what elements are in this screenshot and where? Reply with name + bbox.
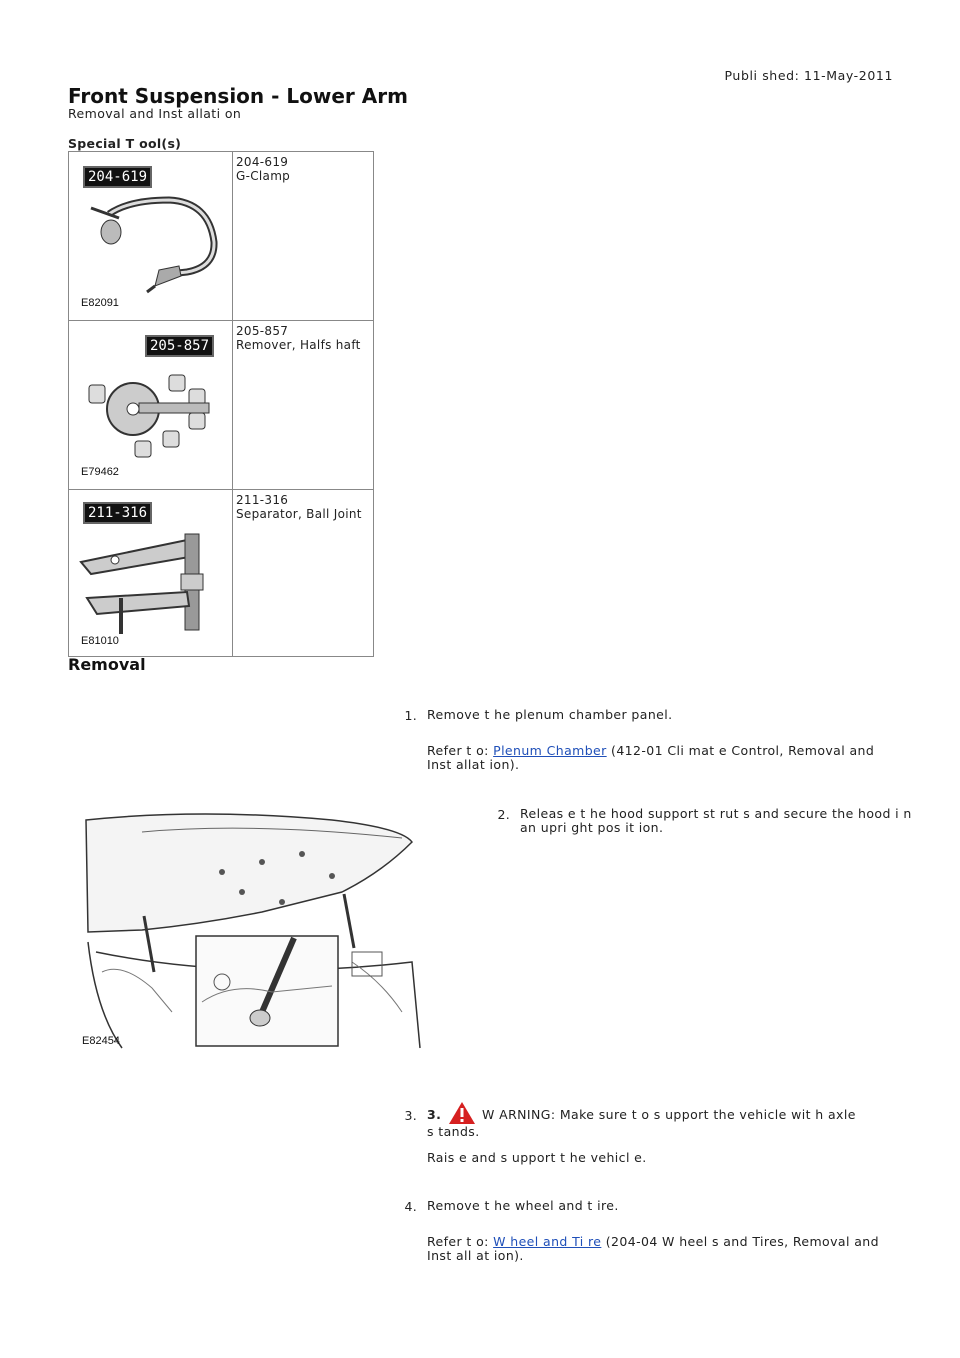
step-text: Remove t he wheel and t ire. — [427, 1198, 619, 1213]
tool-name: Remover, Halfs haft — [236, 338, 361, 352]
tool-image-cell — [69, 321, 233, 490]
warning-text-line1: W ARNING: Make sure t o s upport the vehicle wit h axle — [477, 1107, 856, 1122]
halfshaft-remover-image — [69, 321, 232, 481]
halfshaft-remover-drawing — [69, 321, 232, 481]
ball-joint-separator-drawing — [69, 490, 232, 650]
removal-heading: Removal — [68, 655, 146, 674]
tool-name: Separator, Ball Joint — [236, 507, 362, 521]
tool-description-cell — [233, 490, 374, 657]
tool-row — [69, 490, 374, 657]
hood-support-drawing — [82, 812, 425, 1049]
tool-description-cell — [233, 152, 374, 321]
hood-support-figure — [82, 812, 425, 1049]
step-text-line1: Releas e t he hood support st rut s and secure the hood i n — [520, 806, 912, 821]
tool-image-cell — [69, 152, 233, 321]
page-subtitle: Removal and Inst allati on — [68, 106, 242, 121]
step-number: 1. — [404, 708, 417, 723]
step-text-line2: an upri ght pos it ion. — [520, 820, 664, 835]
warning-block — [427, 1101, 856, 1139]
tool-figure-id: E82091 — [81, 297, 119, 309]
tool-description-cell — [233, 321, 374, 490]
step-number: 3. — [404, 1108, 417, 1123]
warning-step-number: 3. — [427, 1107, 442, 1122]
tool-row — [69, 321, 374, 490]
step-text — [520, 807, 912, 835]
tool-number: 205-857 — [236, 324, 289, 338]
step-text: Rais e and s upport t he vehicl e. — [427, 1150, 647, 1165]
g-clamp-image — [69, 152, 232, 312]
figure-id: E82454 — [82, 1035, 120, 1047]
step-number: 2. — [497, 807, 510, 822]
refer-prefix: Refer t o: — [427, 743, 494, 758]
step-refer — [427, 1235, 879, 1263]
wheel-and-tire-link[interactable]: W heel and Ti re — [493, 1234, 602, 1249]
special-tools-table — [68, 151, 374, 657]
step-refer — [427, 744, 874, 772]
page-title: Front Suspension - Lower Arm — [68, 84, 408, 108]
tool-image-label: 205-857 — [145, 335, 214, 357]
special-tools-heading: Special T ool(s) — [68, 136, 182, 151]
published-date: Publi shed: 11-May-2011 — [724, 68, 893, 83]
tool-number: 204-619 — [236, 155, 289, 169]
tool-number: 211-316 — [236, 493, 289, 507]
plenum-chamber-link[interactable]: Plenum Chamber — [493, 743, 607, 758]
tool-figure-id: E79462 — [81, 466, 119, 478]
ball-joint-separator-image — [69, 490, 232, 650]
refer-suffix: (412-01 Cli mat e Control, Removal and — [606, 743, 875, 758]
step-text: Remove t he plenum chamber panel. — [427, 707, 673, 722]
refer-suffix-line2: Inst all at ion). — [427, 1248, 524, 1263]
refer-prefix: Refer t o: — [427, 1234, 494, 1249]
tool-image-cell — [69, 490, 233, 657]
refer-suffix: (204-04 W heel s and Tires, Removal and — [601, 1234, 879, 1249]
tool-row — [69, 152, 374, 321]
g-clamp-drawing — [69, 152, 232, 312]
warning-icon — [448, 1101, 476, 1125]
warning-text-line2: s tands. — [427, 1124, 480, 1139]
tool-name: G-Clamp — [236, 169, 291, 183]
tool-figure-id: E81010 — [81, 635, 119, 647]
tool-image-label: 204-619 — [83, 166, 152, 188]
tool-image-label: 211-316 — [83, 502, 152, 524]
refer-suffix-line2: Inst allat ion). — [427, 757, 520, 772]
step-number: 4. — [404, 1199, 417, 1214]
